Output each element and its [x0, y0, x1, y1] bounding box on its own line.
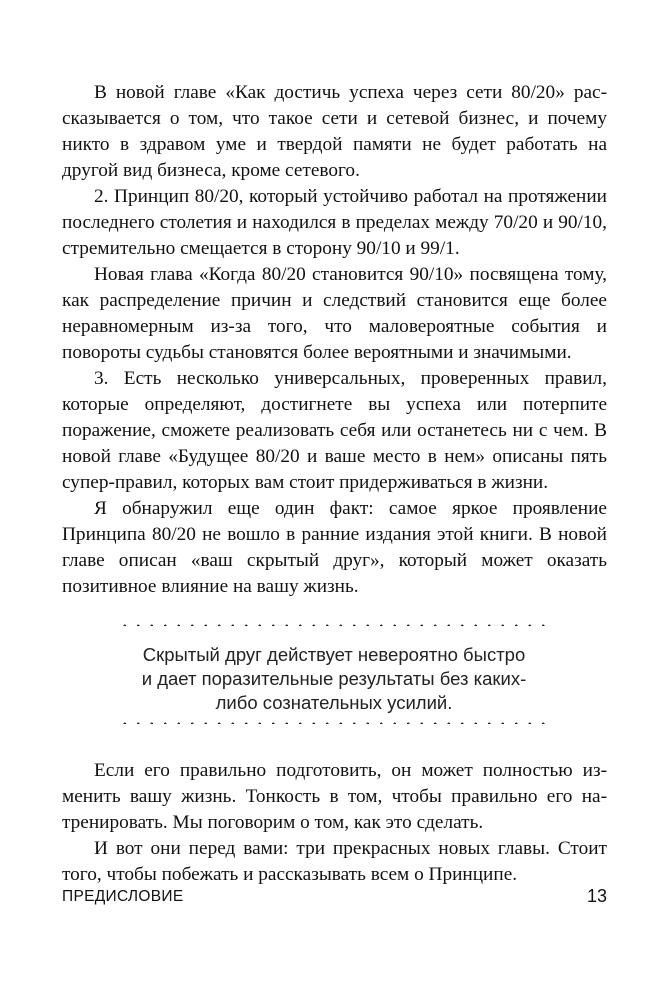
body-text-bottom [62, 758, 607, 888]
callout-line: либо сознательных усилий. [215, 692, 453, 713]
dotted-divider-top [118, 624, 550, 626]
paragraph: 3. Есть несколько универсальных, проверенных правил, которые определяют, достигнете вы успеха или потерпите поражение, сможете реализовать себя или останетесь ни с чем. В новой главе «Будущее 80/20 и ваше место в нем» описаны пять супер-правил, которых вам стоит придерживаться в жизни. [62, 368, 607, 493]
callout-line: и дает поразительные результаты без каких- [141, 668, 527, 689]
paragraph: Новая глава «Когда 80/20 становится 90/10» посвящена тому, как распределение причин и следствий становится еще более неравномерным из-за того, что маловероятные события и повороты судьбы становятся более вероятными и значимыми. [62, 264, 607, 363]
callout-quote [118, 643, 550, 715]
paragraph: 2. Принцип 80/20, который устойчиво работал на протяжении последнего столетия и находился в пределах между 70/20 и 90/10, стремительно смещается в сторону 90/10 и 99/1. [62, 186, 607, 259]
page-footer [62, 888, 607, 912]
body-text-top [62, 80, 607, 600]
paragraph: В новой главе «Как достичь успеха через сети 80/20» рассказывается о том, что такое сети и сетевой бизнес, и почему никто в здравом уме и твердой памяти не будет работать на другой вид бизнеса, кроме сетевого. [62, 82, 607, 181]
paragraph: Я обнаружил еще один факт: самое яркое проявление Принципа 80/20 не вошло в ранние издания этой книги. В новой главе описан «ваш скрытый друг», который может оказать позитивное влияние на вашу жизнь. [62, 498, 607, 597]
running-head: ПРЕДИСЛОВИЕ [62, 888, 184, 905]
page-number: 13 [586, 886, 607, 906]
callout-line: Скрытый друг действует невероятно быстро [142, 644, 526, 665]
paragraph: И вот они перед вами: три прекрасных новых главы. Стоит того, чтобы побежать и рассказывать всем о Принципе. [62, 838, 607, 885]
dotted-divider-bottom [118, 722, 550, 724]
paragraph: Если его правильно подготовить, он может полностью изменить вашу жизнь. Тонкость в том, чтобы правильно его натренировать. Мы поговорим о том, как это сделать. [62, 760, 607, 833]
